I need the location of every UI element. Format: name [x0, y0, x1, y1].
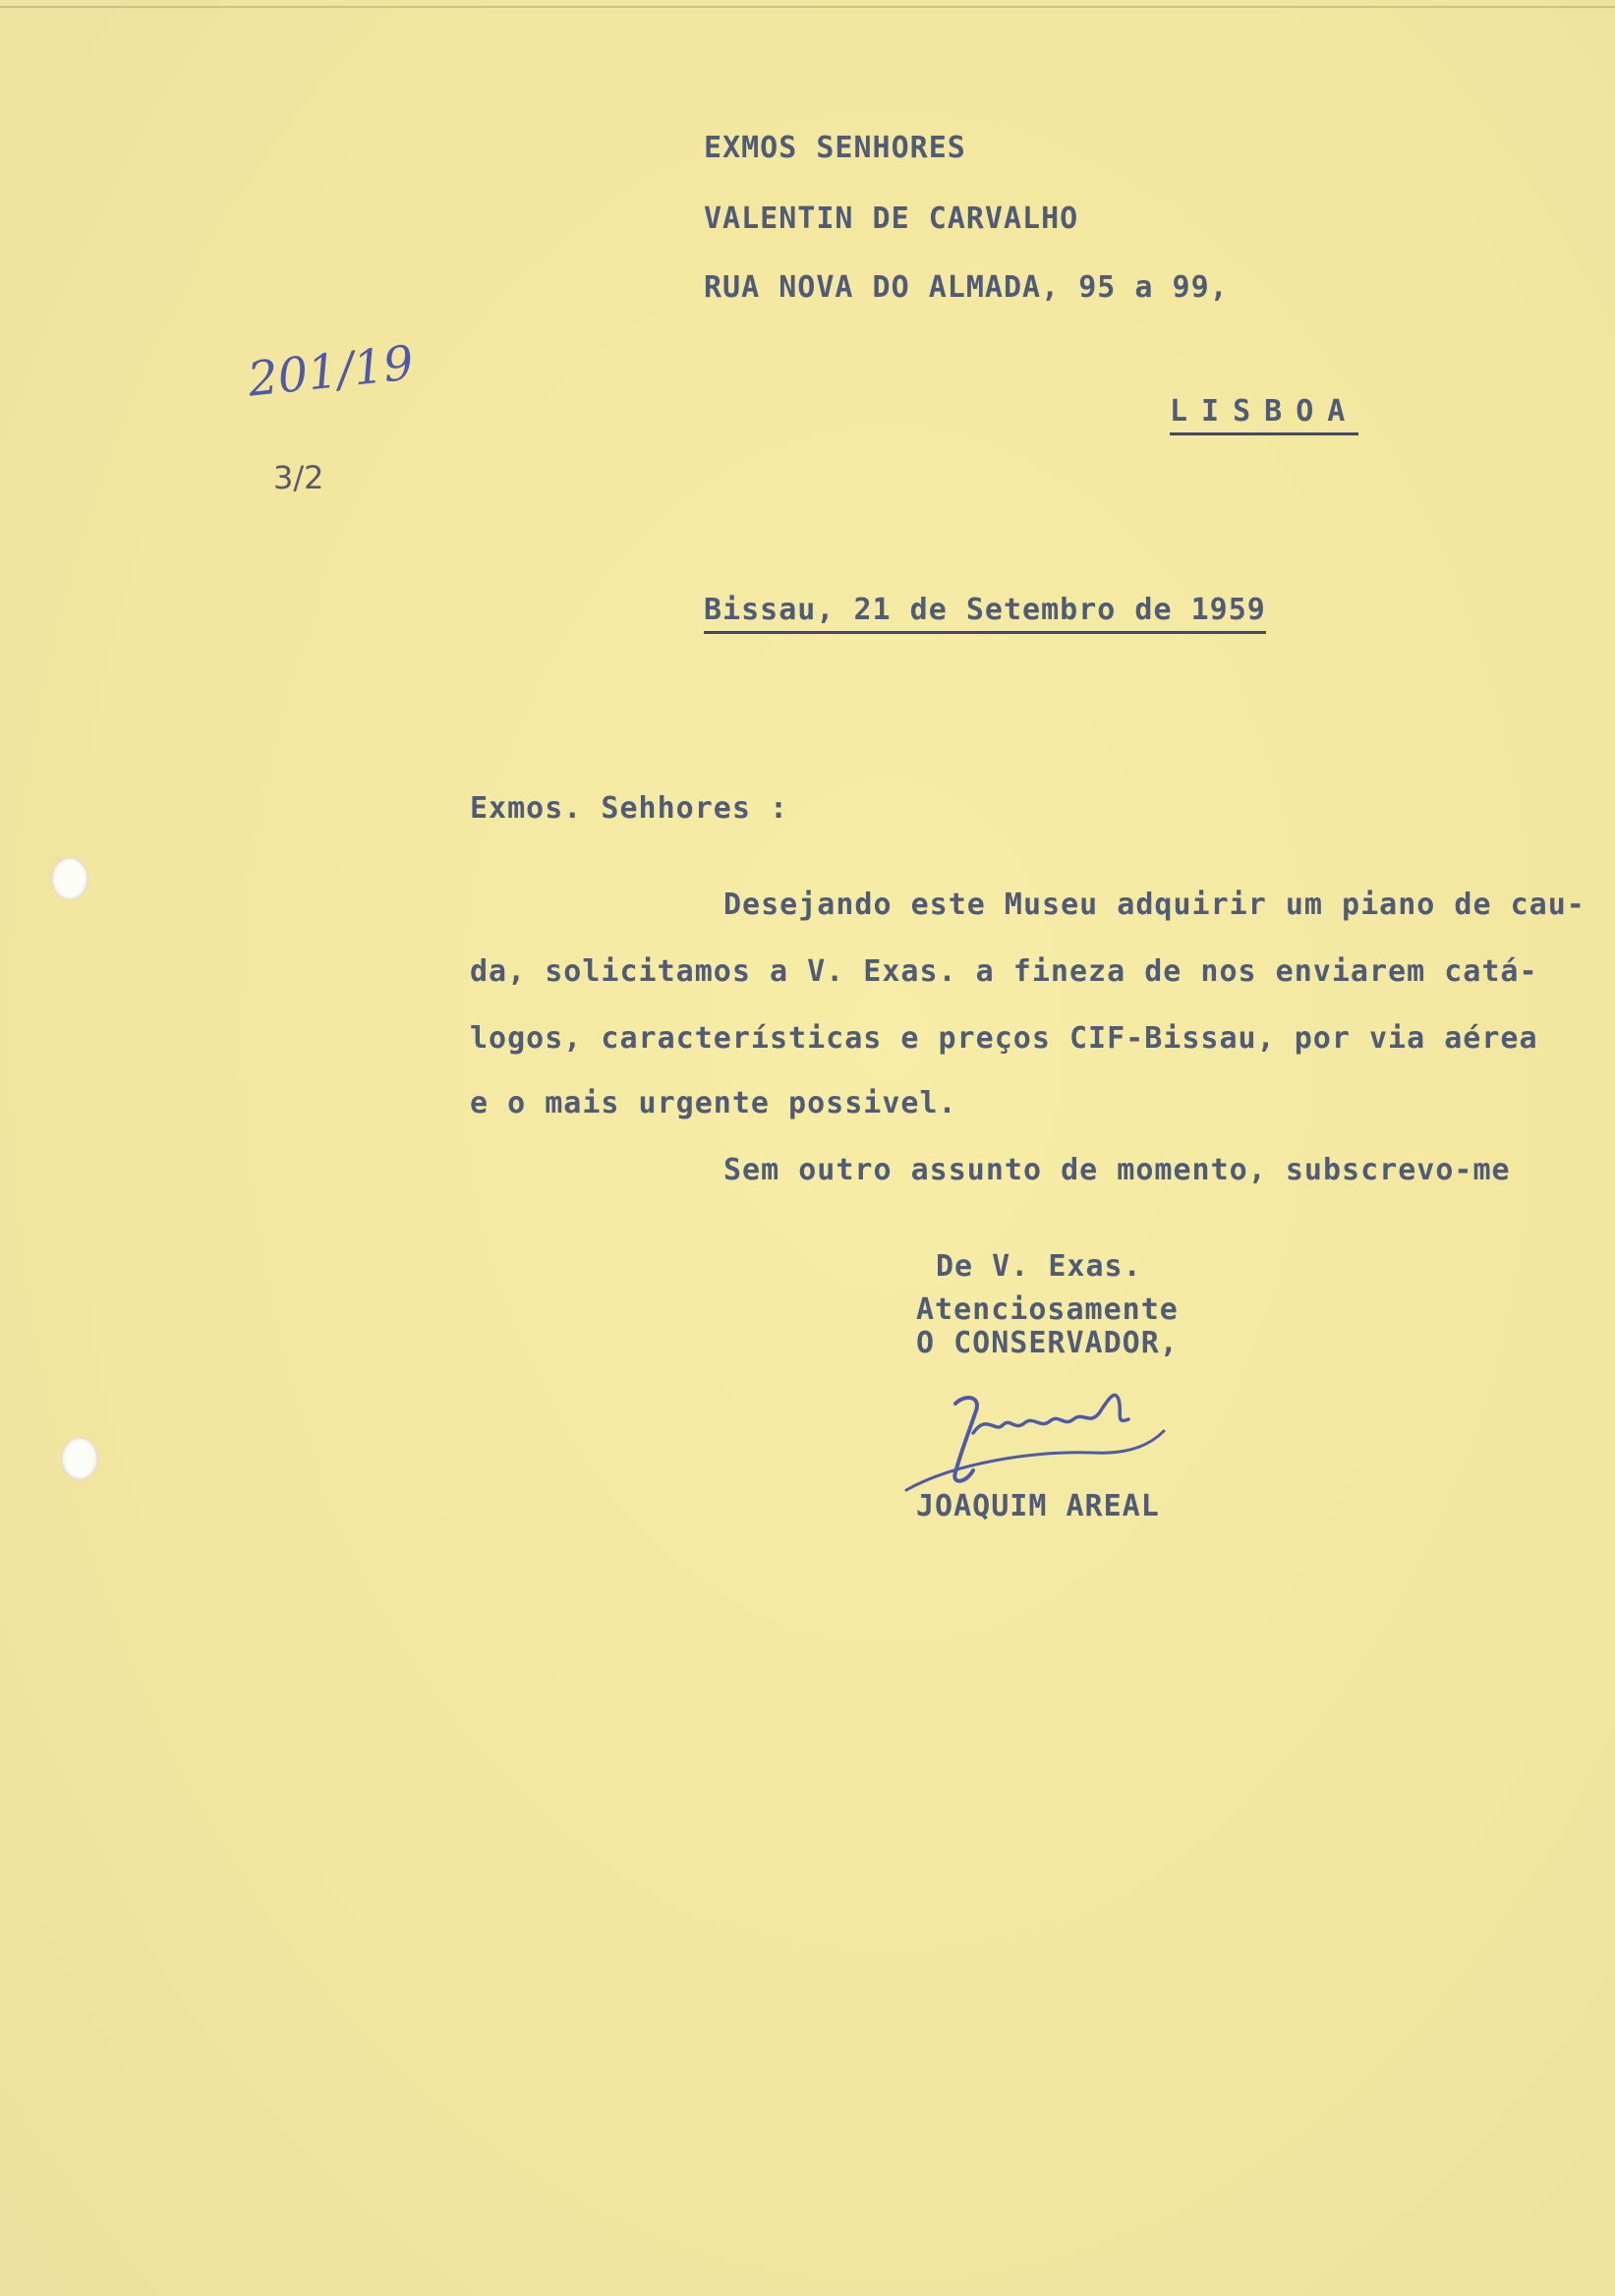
- addressee-line-2: VALENTIN DE CARVALHO: [704, 201, 1079, 236]
- signoff-line-3: O CONSERVADOR,: [916, 1326, 1179, 1360]
- body-line-4: e o mais urgente possivel.: [470, 1086, 957, 1120]
- addressee-line-1: EXMOS SENHORES: [704, 131, 966, 165]
- signoff-line-2: Atenciosamente: [916, 1292, 1179, 1327]
- body-line-3: logos, características e preços CIF-Bissau, por via aérea: [470, 1021, 1538, 1056]
- punch-hole-top: [51, 857, 88, 900]
- paper-top-edge: [0, 6, 1615, 8]
- salutation: Exmos. Sehhores :: [470, 791, 789, 826]
- signoff-line-1: De V. Exas.: [936, 1249, 1142, 1284]
- punch-hole-bottom: [61, 1437, 98, 1480]
- handwritten-signature: [896, 1374, 1191, 1502]
- addressee-line-3: RUA NOVA DO ALMADA, 95 a 99,: [704, 270, 1229, 305]
- handwritten-reference: 201/19: [245, 335, 417, 408]
- addressee-city: LISBOA: [1170, 397, 1358, 435]
- pencil-reference: 3/2: [273, 459, 324, 496]
- body-line-2: da, solicitamos a V. Exas. a fineza de nos enviarem catá-: [470, 954, 1538, 989]
- signer-name: JOAQUIM AREAL: [916, 1489, 1160, 1523]
- closing-line: Sem outro assunto de momento, subscrevo-me: [723, 1153, 1511, 1187]
- body-line-1: Desejando este Museu adquirir um piano de cau-: [723, 888, 1586, 922]
- date-line: Bissau, 21 de Setembro de 1959: [704, 596, 1266, 634]
